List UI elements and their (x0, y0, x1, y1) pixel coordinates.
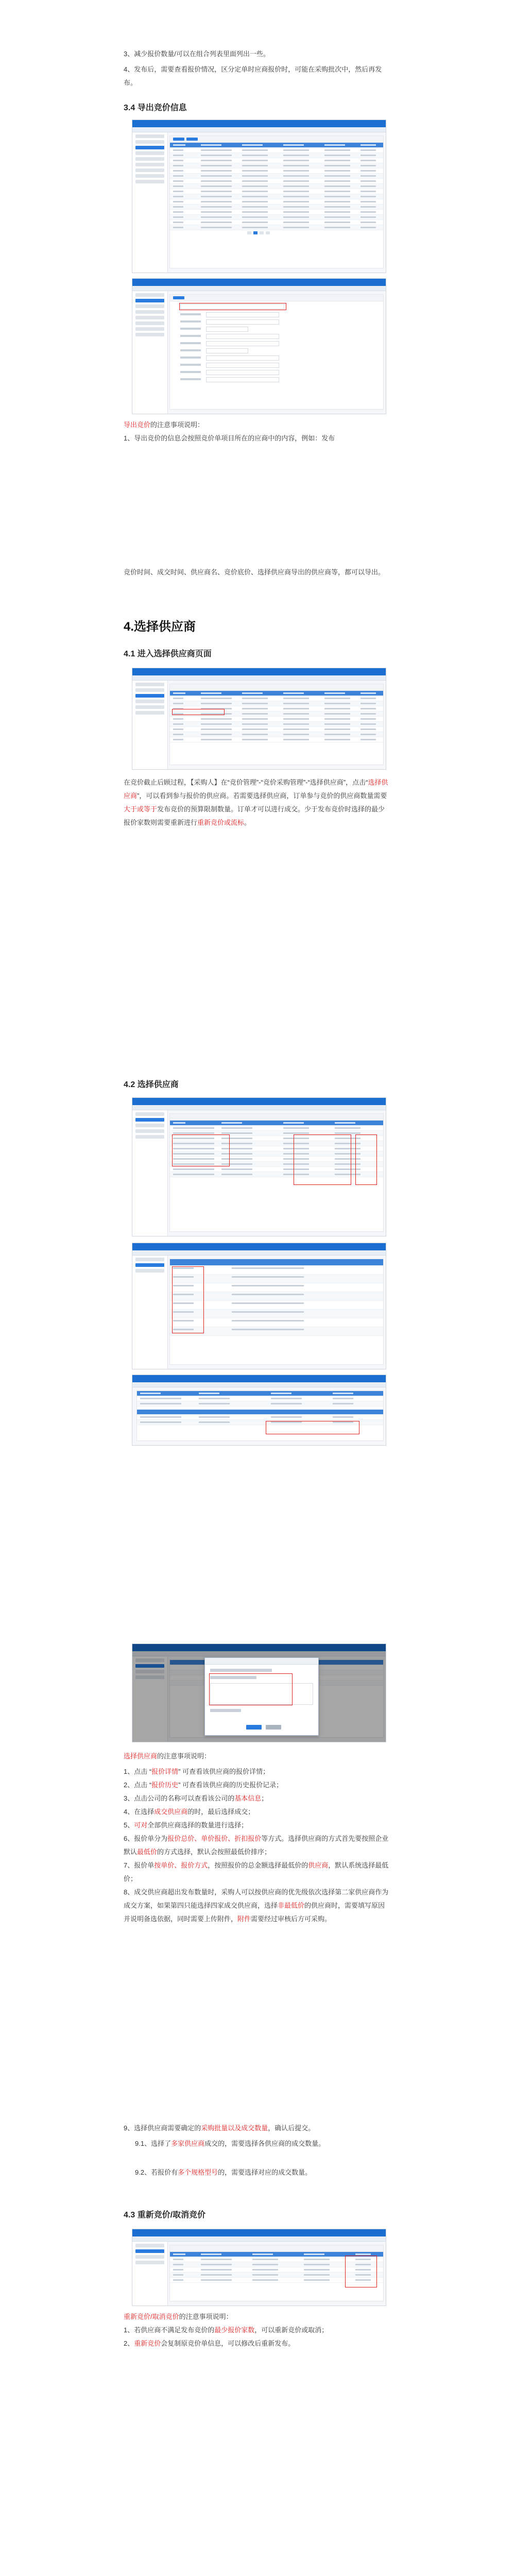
note-4-pre: 4、在选择 (124, 1808, 154, 1816)
section-4-1-para (124, 776, 391, 829)
note-7-post: ，按照报价的总金额选择最低价的 (208, 1861, 308, 1869)
s42-note-9 (124, 2122, 391, 2135)
note-9-1-pre: 9.1、选择了 (135, 2140, 171, 2147)
note-9-post: ，确认后提交。 (268, 2124, 315, 2132)
section-4-title: 4.选择供应商 (124, 620, 196, 634)
screenshot-reason-modal (132, 1643, 386, 1742)
note-5-pre: 5、 (124, 1821, 134, 1829)
s41-para-red1: 选择供应商 (124, 778, 388, 800)
note-7-red2: 供应商 (308, 1861, 329, 1869)
intro-para-3: 3、减少报价数量/可以在组合列表里面列出一些。 (124, 50, 270, 58)
note-7-post2: ，默认系统选择最低价； (124, 1861, 389, 1883)
s41-para-b: ”，可以看到参与报价的供应商。若需要选择供应商，订单参与竞价的供应商数量需要 (137, 792, 387, 800)
s42-notes-red: 选择供应商 (124, 1752, 158, 1760)
note-5-post: 全部供应商选择的数量进行选择； (147, 1821, 248, 1829)
s42-note-5 (124, 1819, 391, 1832)
s42-note-9-1 (135, 2137, 391, 2150)
section-4-1-heading: 4.1 进入选择供应商页面 (124, 650, 212, 658)
s42-note-6 (124, 1832, 391, 1859)
s43-note-2-post: 会复制原竞价单信息，可以修改后重新发布。 (161, 2340, 295, 2347)
note-4-post: 的时，最后选择成交； (187, 1808, 255, 1816)
s42-note-1 (124, 1765, 391, 1778)
note-9-red: 采购批量以及成交数量 (201, 2124, 268, 2132)
screenshot-select-supplier-list (132, 668, 386, 770)
note-8-red2: 附件 (237, 1915, 251, 1923)
note-9-1-post: 成交的，需要选择各供应商的成交数量。 (204, 2140, 325, 2147)
s42-notes-list (124, 1765, 391, 1926)
note-7-red: 按单价、报价方式 (154, 1861, 208, 1869)
note-3-red: 基本信息 (234, 1794, 262, 1802)
note-9-1-red: 多家供应商 (171, 2140, 205, 2147)
s43-note-1 (124, 2324, 391, 2337)
s42-note-8 (124, 1886, 391, 1926)
note-6-post: 等方式。选择供应商的方式首先要按照企业默认 (124, 1835, 389, 1856)
note-9-2-post: 的，需要选择对应的成交数量。 (218, 2168, 312, 2176)
note-7-pre: 7、报价单 (124, 1861, 154, 1869)
s41-para-a: 在竞价截止后顾过程，【采购人】在“竞价管理”-“竞价采购管理”-“选择供应商”，点击“ (124, 778, 368, 786)
section-3-4-heading: 3.4 导出竞价信息 (124, 104, 187, 112)
note-6-post2: 的方式选择，默认会按照最低价排序； (157, 1848, 271, 1856)
s42-notes-title (124, 1750, 391, 1763)
export-note-rest: 的注意事项说明： (150, 421, 204, 429)
screenshot-select-dialog (132, 1097, 386, 1236)
note-9-pre: 9、选择供应商需要确定的 (124, 2124, 201, 2132)
note-8-red: 非最低价 (278, 1902, 305, 1909)
s43-notes-title (124, 2310, 391, 2324)
note-3-post: ； (261, 1794, 268, 1802)
screenshot-export-form (132, 278, 386, 414)
s42-note-3 (124, 1792, 391, 1805)
s43-notes-red: 重新竞价/取消竞价 (124, 2313, 179, 2320)
s43-note-2-red: 重新竞价 (134, 2340, 161, 2347)
s42-note-7 (124, 1859, 391, 1886)
s42-note-2 (124, 1778, 391, 1792)
screenshot-rebid-list (132, 2229, 386, 2306)
note-2-pre: 2、点击 “ (124, 1781, 152, 1789)
note-8-post2: 需要经过审核后方可采购。 (251, 1915, 332, 1923)
s42-note-9-2 (135, 2166, 391, 2179)
note-6-red2: 最低价 (137, 1848, 158, 1856)
screenshot-bid-list (132, 120, 386, 273)
note-9-2-pre: 9.2、若报价有 (135, 2168, 178, 2176)
s43-note-1-pre: 1、若供应商不满足发布竞价的 (124, 2326, 215, 2334)
s41-para-red2: 大于或等于 (124, 805, 158, 813)
note-9-2-red: 多个规格型号 (178, 2168, 218, 2176)
s41-para-c: 发布竞价的预算限制数量。订单才可以进行成交。少于发布竞价时选择的最少报价家数则需要重新进行 (124, 805, 385, 826)
note-2-red: 报价历史 (151, 1781, 179, 1789)
export-note-item-1: 1、导出竞价的信息会按照竞价单项目所在的应商中的内容，例如：发布 (124, 434, 335, 442)
screenshot-supplier-detail (132, 1243, 386, 1369)
s43-note-2-pre: 2、 (124, 2340, 134, 2347)
export-note-tail: 竞价时间、成交时间、供应商名、竞价底价、选择供应商导出的供应商等，都可以导出。 (124, 568, 385, 576)
note-3-pre: 3、点击公司的名称可以查看该公司的 (124, 1794, 235, 1802)
screenshot-quantity-table (132, 1375, 386, 1446)
s43-note-1-post: ，可以重新竞价或取消； (254, 2326, 329, 2334)
s42-note-4 (124, 1805, 391, 1819)
export-note (124, 418, 391, 432)
s43-note-2 (124, 2337, 391, 2350)
note-8-pre: 8、成交供应商超出发布数量时，采购人可以按供应商的优先级依次选择第二家供应商作为成交方案，如果第四只能选择四家成交供应商，选择 (124, 1888, 389, 1909)
note-1-pre: 1、点击 “ (124, 1768, 152, 1775)
s41-para-d: 。 (244, 819, 251, 826)
s43-notes-rest: 的注意事项说明： (179, 2313, 233, 2320)
note-1-red: 报价详情 (151, 1768, 179, 1775)
s42-notes-rest: 的注意事项说明： (157, 1752, 211, 1760)
note-6-red: 报价总价、单价报价、折扣报价 (167, 1835, 262, 1842)
section-4-3-heading: 4.3 重新竞价/取消竞价 (124, 2211, 206, 2219)
note-8-post: 的供应商时，需要填写原因并说明备选依据，同时需要上传附件， (124, 1902, 385, 1923)
s41-para-red3: 重新竞价或流标 (197, 819, 245, 826)
note-4-red: 成交供应商 (154, 1808, 188, 1816)
note-2-post: ” 可查看该供应商的历史报价记录； (178, 1781, 283, 1789)
section-4-2-heading: 4.2 选择供应商 (124, 1080, 179, 1089)
export-note-red: 导出竞价 (124, 421, 151, 429)
intro-para-4: 4、发布后，需要查看报价情况，区分定单时应商报价时，可能在采购批次中，然后再发布。 (124, 65, 382, 87)
note-1-post: ” 可查看该供应商的报价详情； (178, 1768, 270, 1775)
note-6-pre: 6、报价单分为 (124, 1835, 168, 1842)
note-5-red: 可对 (134, 1821, 148, 1829)
s43-note-1-red: 最少报价家数 (214, 2326, 255, 2334)
